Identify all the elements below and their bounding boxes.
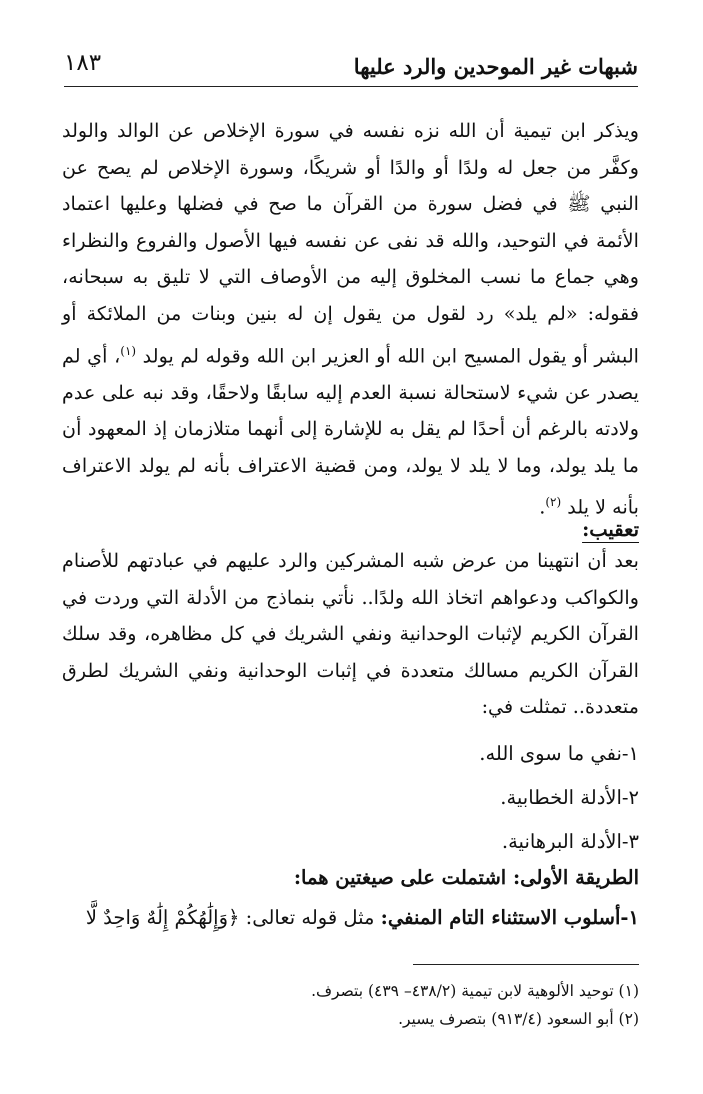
method-item-text: مثل قوله تعالى: ﴿وَإِلَٰهُكُمْ إِلَٰهٌ وَاحِدٌ لَّا (85, 906, 381, 929)
header-rule (64, 86, 638, 87)
method-item-label: ١-أسلوب الاستثناء التام المنفي: (380, 906, 639, 929)
footnote-ref-2: (٢) (545, 495, 562, 510)
footnotes (311, 977, 639, 1033)
method-heading: الطريقة الأولى: اشتملت على صيغتين هما: (293, 866, 639, 889)
section-heading: تعقيب: (582, 518, 639, 541)
list-item: ٢-الأدلة الخطابية. (500, 786, 639, 809)
footnote-ref-1: (١) (120, 343, 137, 358)
footnote-rule (413, 964, 639, 965)
list-item: ١-نفي ما سوى الله. (479, 742, 639, 765)
paragraph-end: . (539, 495, 546, 519)
page-number: ١٨٣ (64, 50, 102, 76)
footnote: (١) توحيد الألوهية لابن تيمية (٤٣٨/٢– ٤٣٩) بتصرف. (311, 982, 639, 1000)
paragraph-commentary: بعد أن انتهينا من عرض شبه المشركين والرد عليهم في عبادتهم للأصنام والكواكب ودعواهم اتخاذ الله ولدًا.. نأتي بنماذج من الأدلة التي وردت في القرآن الكريم لإثبات الوحدانية ونفي الشريك في كل مظاهره، وقد سلك القرآن الكريم مسالك متعددة في إثبات الوحدانية ونفي الشريك لطرق متعددة.. تمثلت في: (62, 549, 639, 719)
paragraph-text-part2: ، أي لم يصدر عن شيء لاستحالة نسبة العدم إليه سابقًا ولاحقًا، وقد نبه على عدم ولادته بالرغم أن أحدًا لم يقل به للإشارة إلى أنهما متلازمان إذ المعهود أن ما يلد يولد، وما لا يلد لا يولد، ومن قضية الاعتراف بأنه لم يولد الاعتراف بأنه لا يلد (62, 343, 639, 519)
method-item (86, 906, 639, 929)
running-title: شبهات غير الموحدين والرد عليها (353, 54, 638, 79)
paragraph-ibn-taymiyya (62, 113, 639, 526)
page-header (64, 48, 638, 86)
paragraph-text-part1: ويذكر ابن تيمية أن الله نزه نفسه في سورة الإخلاص عن الوالد والولد وكفَّر من جعل له ولدًا أو والدًا أو شريكًا، وسورة الإخلاص لم يصح عن النبي ﷺ في فضل سورة من القرآن ما صح في فضلها وعليها اعتماد الأئمة في التوحيد، والله قد نفى عن نفسه فيها الأصول والفروع والنظراء وهي جماع ما نسب المخلوق إليه من الأوصاف التي لا تليق به سبحانه، فقوله: «لم يلد» رد لقول من يقول إن له بنين وبنات من الملائكة أو البشر أو يقول المسيح ابن الله أو العزير ابن الله وقوله لم يولد (62, 119, 640, 367)
footnote: (٢) أبو السعود (٩١٣/٤) بتصرف يسير. (398, 1010, 639, 1028)
methods-list (479, 732, 639, 864)
list-item: ٣-الأدلة البرهانية. (501, 830, 639, 853)
